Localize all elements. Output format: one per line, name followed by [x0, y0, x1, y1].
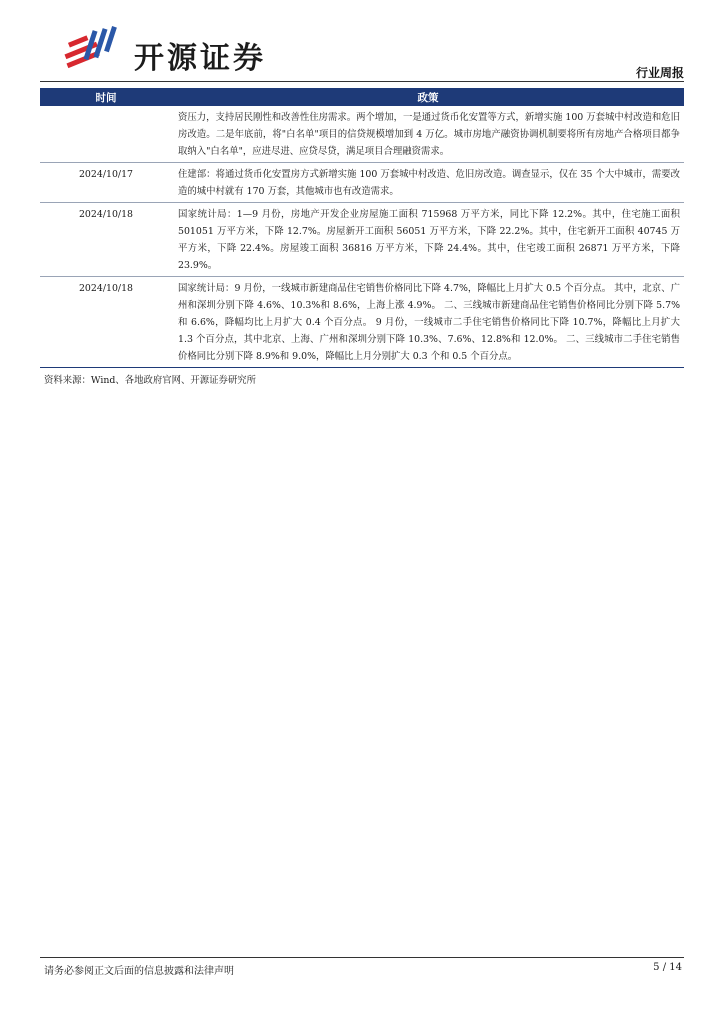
source-note: 资料来源：Wind、各地政府官网、开源证券研究所 [44, 375, 257, 386]
column-header-time: 时间 [40, 88, 172, 106]
row-date: 2024/10/18 [40, 277, 172, 368]
table-row [40, 163, 684, 203]
policy-table [40, 88, 684, 368]
logo-mark-icon [62, 24, 124, 70]
row-policy: 资压力，支持居民刚性和改善性住房需求。两个增加，一是通过货币化安置等方式，新增实施 100 万套城中村改造和危旧房改造。二是年底前，将"白名单"项目的信贷规模增加到 4 万亿。城市房地产融资协调机制要将所有房地产合格项目都争取纳入"白名单"，应进尽进、应贷尽贷，满足项目合理融资需求。 [172, 106, 684, 163]
footer-divider [40, 957, 684, 958]
row-policy: 国家统计局：1—9 月份，房地产开发企业房屋施工面积 715968 万平方米，同比下降 12.2%。其中，住宅施工面积 501051 万平方米，下降 12.7%。房屋新开工面积 56051 万平方米，下降 22.2%。其中，住宅新开工面积 40745 万平方米，下降 22.4%。房屋竣工面积 36816 万平方米，下降 24.4%。其中，住宅竣工面积 26871 万平方米，下降 23.9%。 [172, 203, 684, 277]
row-policy: 国家统计局：9 月份，一线城市新建商品住宅销售价格同比下降 4.7%，降幅比上月扩大 0.5 个百分点。 其中，北京、广州和深圳分别下降 4.6%、10.3%和 8.6%，上海上涨 4.9%。 二、三线城市新建商品住宅销售价格同比分别下降 5.7%和 6.6%，降幅均比上月扩大 0.4 个百分点。 9 月份，一线城市二手住宅销售价格同比下降 10.7%，降幅比上月扩大 1.3 个百分点，其中北京、上海、广州和深圳分别下降 10.3%、7.6%、12.8%和 12.0%。 二、三线城市二手住宅销售价格同比分别下降 8.9%和 9.0%，降幅比上月分别扩大 0.3 个和 0.5 个百分点。 [172, 277, 684, 368]
row-policy: 住建部：将通过货币化安置房方式新增实施 100 万套城中村改造、危旧房改造。调查显示，仅在 35 个大中城市，需要改造的城中村就有 170 万套，其他城市也有改造需求。 [172, 163, 684, 203]
row-date [40, 106, 172, 163]
company-logo [62, 24, 322, 74]
table-row [40, 203, 684, 277]
logo-text: 开源证券 [134, 41, 266, 76]
page-header [40, 14, 684, 84]
report-type-label: 行业周报 [635, 66, 684, 80]
row-date: 2024/10/17 [40, 163, 172, 203]
column-header-policy: 政策 [172, 88, 684, 106]
page-number: 5 / 14 [653, 962, 682, 973]
row-date: 2024/10/18 [40, 203, 172, 277]
table-row [40, 106, 684, 163]
footer-disclaimer: 请务必参阅正文后面的信息披露和法律声明 [44, 966, 234, 977]
table-row [40, 277, 684, 368]
header-divider [40, 81, 684, 82]
table-header-row [40, 88, 684, 106]
